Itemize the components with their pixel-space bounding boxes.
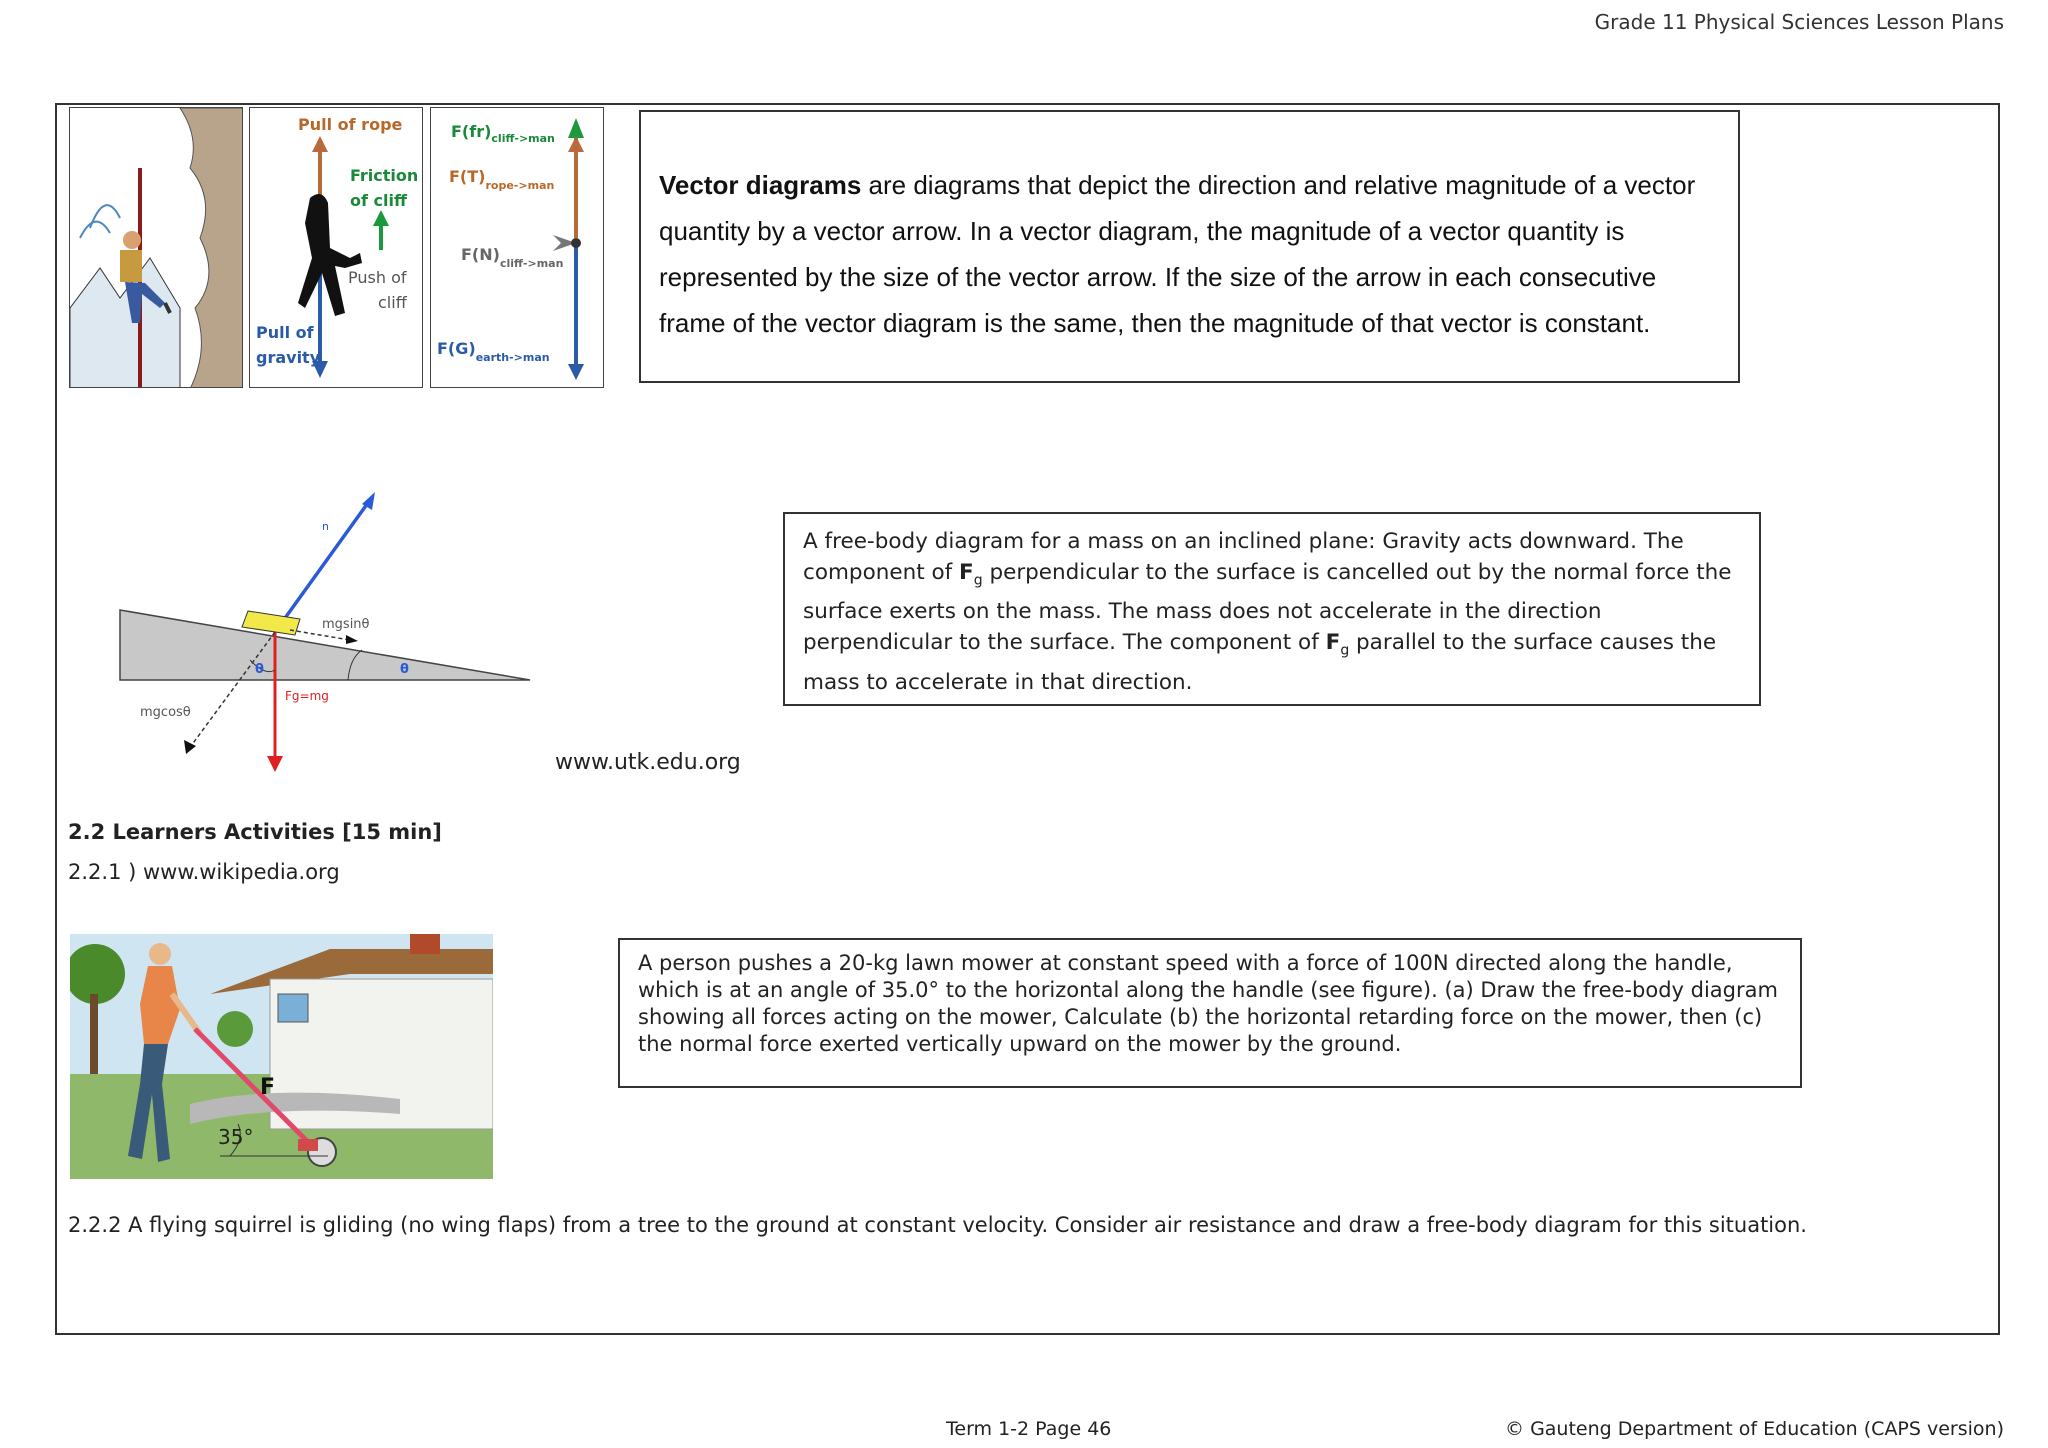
ffr-sub: cliff->man xyxy=(491,132,555,145)
lawn-mower-illustration xyxy=(70,934,493,1179)
pull-of-label: Pull of xyxy=(256,323,314,342)
lawn-mower-problem-box: A person pushes a 20-kg lawn mower at constant speed with a force of 100N directed along the handle, which is at an angle of 35.0° to the horizontal along the handle (see figure). (a) Draw the free-body diagram showing all forces acting on the mower, Calculate (b) the horizontal retarding force on the mower, then (c) the normal force exerted vertically upward on the mower by the ground. xyxy=(618,938,1802,1088)
page-number: Term 1-2 Page 46 xyxy=(946,1418,1112,1440)
cliff-label: cliff xyxy=(378,293,407,312)
theta-label-2: θ xyxy=(400,662,409,677)
source-link-utk[interactable]: www.utk.edu.org xyxy=(555,750,741,775)
inclined-plane-diagram xyxy=(100,490,560,780)
vector-term: Vector diagrams xyxy=(659,170,862,200)
fg-subscript-2: g xyxy=(1340,642,1350,659)
of-cliff-label: of cliff xyxy=(350,191,407,210)
svg-text:F(N)cliff->man xyxy=(461,245,563,270)
angle-label: 35° xyxy=(218,1125,254,1149)
fbd-text-3: parallel to the surface causes the mass to accelerate in that direction. xyxy=(803,630,1717,695)
ft-label: F(T) xyxy=(449,167,486,186)
ffr-label: F(fr) xyxy=(451,122,492,141)
section-heading: 2.2 Learners Activities [15 min] xyxy=(68,820,442,844)
vector-definition: are diagrams that depict the direction and relative magnitude of a vector quantity by a vector arrow. In a vector diagram, the magnitude of a vector quantity is represented by the size of the vector arrow. If the size of the arrow in each consecutive frame of the vector diagram is the same, then the magnitude of that vector is constant. xyxy=(659,170,1696,338)
fn-sub: cliff->man xyxy=(499,257,564,270)
question-2-2-2: 2.2.2 A flying squirrel is gliding (no wing flaps) from a tree to the ground at constant velocity. Consider air resistance and draw a free-body diagram for this situation. xyxy=(68,1213,1807,1237)
fn-label: F(N) xyxy=(461,245,500,264)
force-f-label: F xyxy=(260,1075,276,1100)
push-of-label: Push of xyxy=(348,268,407,287)
svg-text:F(G)earth->man xyxy=(437,339,550,364)
mgcos-label: mgcosθ xyxy=(140,705,191,720)
fg-symbol-2: F xyxy=(1325,630,1341,656)
friction-label: Friction xyxy=(350,166,419,185)
copyright-text: © Gauteng Department of Education (CAPS version) xyxy=(1505,1418,2004,1440)
fg-symbol-1: F xyxy=(959,560,974,585)
fbd-text-2: perpendicular to the surface is cancelled out by the normal force the surface exerts on the mass. The mass does not accelerate in the direction perpendicular to the surface. The component of xyxy=(803,560,1732,656)
header-title: Grade 11 Physical Sciences Lesson Plans xyxy=(1594,10,2004,34)
subsection-2-2-1: 2.2.1 ) www.wikipedia.org xyxy=(68,860,340,884)
svg-text:F(T)rope->man xyxy=(449,167,554,192)
normal-force-label: n xyxy=(322,520,329,533)
fg-subscript-1: g xyxy=(973,572,983,589)
ft-sub: rope->man xyxy=(485,179,555,192)
theta-label-1: θ xyxy=(255,662,264,677)
free-body-explanation-box xyxy=(783,512,1761,706)
fbd-text-1: A free-body diagram for a mass on an inclined plane: Gravity acts downward. The component of xyxy=(803,529,1684,585)
forces-panel xyxy=(249,107,423,388)
mgsin-label: mgsinθ xyxy=(322,617,370,632)
gravity-label: gravity xyxy=(256,348,321,367)
free-body-panel xyxy=(430,107,604,388)
pull-of-rope-label: Pull of rope xyxy=(298,115,403,134)
gravity-force-label: Fg=mg xyxy=(285,689,329,703)
svg-text:F(fr)cliff->man xyxy=(451,122,555,145)
vector-definition-box xyxy=(639,110,1740,383)
climber-illustration xyxy=(69,107,243,388)
fg-sub: earth->man xyxy=(475,351,550,364)
fg-label: F(G) xyxy=(437,339,476,358)
